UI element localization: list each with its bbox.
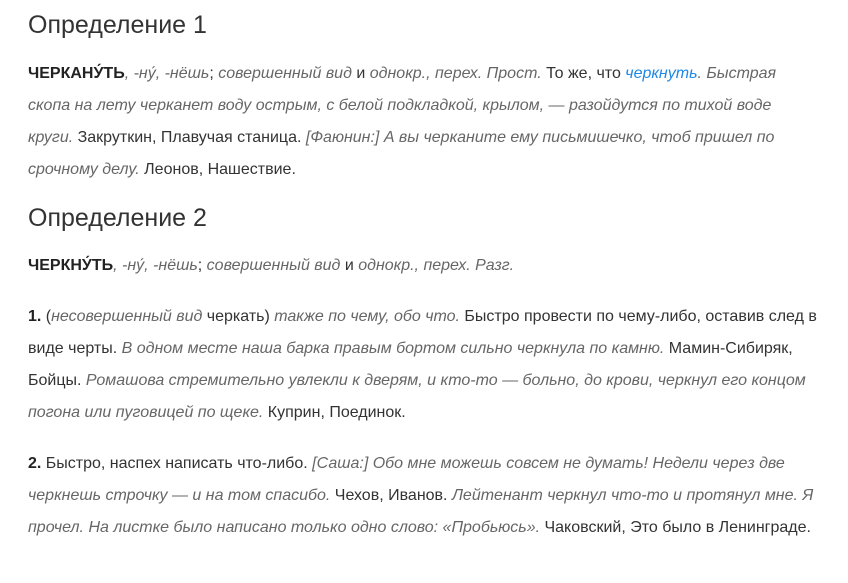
grammar-2b: однокр., перех. Разг. [358, 257, 515, 274]
separator: ; [197, 257, 203, 274]
grammar-1a: совершенный вид [213, 65, 352, 82]
example-2-2-2: Лейтенант черкнул что-то и протянул мне. Я прочел. На листке было написано только одно слово: «Пробьюсь». [28, 487, 814, 536]
conjunction: и [340, 257, 359, 274]
definition-2-title: Определение 2 [28, 204, 207, 232]
source-2-1-2: Куприн, Поединок. [263, 404, 406, 421]
source-2-2-2: Чаковский, Это было в Ленинграде. [540, 519, 811, 536]
sense-1-meaning: Быстро провести по чему-либо, оставив след в виде черты. [28, 308, 817, 357]
separator: ; [209, 65, 214, 82]
grammar-1b: однокр., перех. Прост. [369, 65, 542, 82]
same-as-text: То же, что [541, 65, 626, 82]
example-1-2: [Фаюнин:] А вы черканите ему письмишечко, чтоб пришел по срочному делу. [28, 129, 775, 178]
sense-2-meaning: Быстро, наспех написать что-либо. [41, 455, 308, 472]
sense-1 [28, 301, 820, 429]
conjunction: и [351, 65, 370, 82]
source-1-2: Леонов, Нашествие. [139, 161, 296, 178]
sense-2 [28, 448, 820, 544]
example-2-2-1: [Саша:] Обо мне можешь совсем не думать! Недели через две черкнешь строчку — и на том спасибо. [28, 455, 785, 504]
example-2-1-2: Ромашова стремительно увлекли к дверям, и кто-то — больно, до крови, черкнул его концом погона или пуговицей по щеке. [28, 372, 806, 421]
definition-2-header [28, 250, 820, 282]
source-1-1: Закруткин, Плавучая станица. [73, 129, 306, 146]
example-1-1: . Быстрая скопа на лету черканет воду острым, с белой подкладкой, крылом, — разойдутся по тихой воде круги. [28, 65, 777, 146]
definition-1-text [28, 58, 820, 186]
definition-1-title: Определение 1 [28, 11, 207, 39]
source-2-1-1: Мамин-Сибиряк, Бойцы. [28, 340, 793, 389]
headword-2: ЧЕРКНУ́ТЬ [28, 257, 114, 274]
sense-1-aspect: несовершенный вид [51, 308, 203, 325]
sense-2-number: 2. [28, 455, 42, 472]
sense-1-verb: черкать) [202, 308, 270, 325]
sense-1-number: 1. [28, 308, 42, 325]
example-2-1-1: В одном месте наша барка правым бортом сильно черкнула по камню. [117, 340, 665, 357]
sense-1-government: также по чему, обо что. [269, 308, 460, 325]
forms-2: , -ну́, -нёшь [113, 257, 198, 274]
paren-open: ( [41, 308, 52, 325]
source-2-2-1: Чехов, Иванов. [330, 487, 448, 504]
grammar-2a: совершенный вид [202, 257, 341, 274]
headword-1: ЧЕРКАНУ́ТЬ [28, 65, 125, 82]
forms-1: , -ну́, -нёшь [124, 65, 210, 82]
cross-reference-link[interactable]: черкнуть [625, 65, 698, 82]
